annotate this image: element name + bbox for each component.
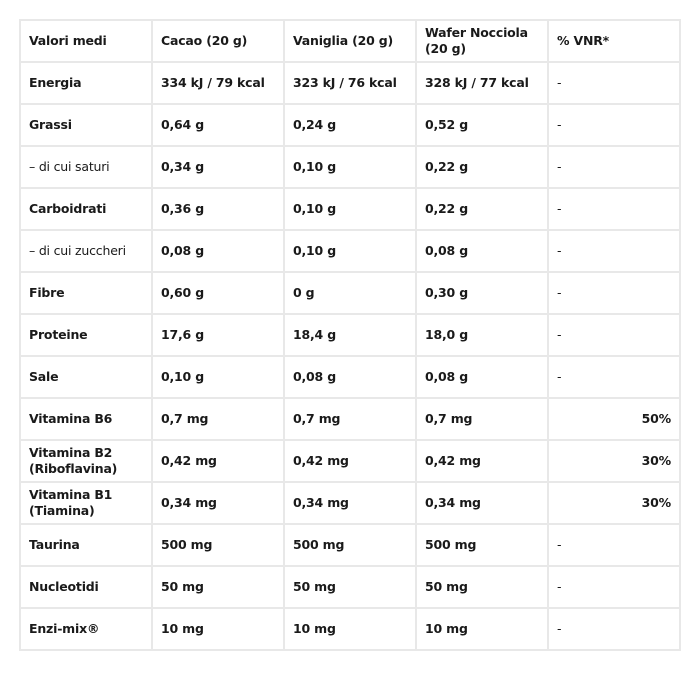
table-row (20, 272, 680, 314)
cell-vnr: - (548, 524, 680, 566)
row-label: Energia (20, 62, 152, 104)
cell-vaniglia: 0 g (284, 272, 416, 314)
table-row (20, 104, 680, 146)
cell-cacao: 0,36 g (152, 188, 284, 230)
table-row (20, 188, 680, 230)
cell-vnr: 50% (548, 398, 680, 440)
cell-vaniglia: 0,42 mg (284, 440, 416, 482)
cell-vaniglia: 0,10 g (284, 146, 416, 188)
cell-wafer: 0,08 g (416, 356, 548, 398)
row-label: Enzi-mix® (20, 608, 152, 650)
row-label: Carboidrati (20, 188, 152, 230)
cell-cacao: 10 mg (152, 608, 284, 650)
row-label: Sale (20, 356, 152, 398)
cell-wafer: 0,7 mg (416, 398, 548, 440)
table-row (20, 440, 680, 482)
cell-vaniglia: 0,10 g (284, 230, 416, 272)
cell-cacao: 0,08 g (152, 230, 284, 272)
cell-wafer: 0,34 mg (416, 482, 548, 524)
cell-vaniglia: 500 mg (284, 524, 416, 566)
cell-vnr: 30% (548, 482, 680, 524)
nutrition-table (19, 19, 681, 651)
row-label: Vitamina B6 (20, 398, 152, 440)
cell-cacao: 500 mg (152, 524, 284, 566)
cell-vnr: - (548, 146, 680, 188)
table-row (20, 230, 680, 272)
cell-wafer: 328 kJ / 77 kcal (416, 62, 548, 104)
header-cell-nutrient: Valori medi (20, 20, 152, 62)
table-row (20, 356, 680, 398)
cell-vnr: - (548, 188, 680, 230)
cell-wafer: 0,08 g (416, 230, 548, 272)
cell-vaniglia: 18,4 g (284, 314, 416, 356)
cell-vnr: - (548, 356, 680, 398)
cell-wafer: 50 mg (416, 566, 548, 608)
table-row (20, 314, 680, 356)
cell-vaniglia: 0,08 g (284, 356, 416, 398)
table-row (20, 566, 680, 608)
cell-vaniglia: 0,24 g (284, 104, 416, 146)
cell-cacao: 0,10 g (152, 356, 284, 398)
cell-cacao: 0,60 g (152, 272, 284, 314)
row-label: Taurina (20, 524, 152, 566)
cell-vnr: - (548, 272, 680, 314)
table-row (20, 608, 680, 650)
cell-wafer: 0,30 g (416, 272, 548, 314)
header-cell-wafer: Wafer Nocciola (20 g) (416, 20, 548, 62)
table-header-row (20, 20, 680, 62)
cell-vnr: - (548, 230, 680, 272)
row-label: – di cui saturi (20, 146, 152, 188)
cell-vaniglia: 0,10 g (284, 188, 416, 230)
cell-vaniglia: 0,34 mg (284, 482, 416, 524)
cell-wafer: 0,22 g (416, 188, 548, 230)
cell-cacao: 50 mg (152, 566, 284, 608)
cell-wafer: 18,0 g (416, 314, 548, 356)
cell-cacao: 334 kJ / 79 kcal (152, 62, 284, 104)
header-cell-vnr: % VNR* (548, 20, 680, 62)
table-row (20, 146, 680, 188)
cell-vnr: - (548, 104, 680, 146)
cell-wafer: 0,42 mg (416, 440, 548, 482)
table-row (20, 482, 680, 524)
row-label: Fibre (20, 272, 152, 314)
table-row (20, 62, 680, 104)
cell-cacao: 17,6 g (152, 314, 284, 356)
row-label: Vitamina B1 (Tiamina) (20, 482, 152, 524)
row-label: Vitamina B2 (Riboflavina) (20, 440, 152, 482)
cell-cacao: 0,42 mg (152, 440, 284, 482)
row-label: Proteine (20, 314, 152, 356)
cell-vnr: - (548, 566, 680, 608)
table-row (20, 524, 680, 566)
row-label: – di cui zuccheri (20, 230, 152, 272)
header-cell-cacao: Cacao (20 g) (152, 20, 284, 62)
cell-vnr: 30% (548, 440, 680, 482)
cell-wafer: 0,52 g (416, 104, 548, 146)
cell-vaniglia: 10 mg (284, 608, 416, 650)
cell-wafer: 0,22 g (416, 146, 548, 188)
cell-vaniglia: 323 kJ / 76 kcal (284, 62, 416, 104)
row-label: Nucleotidi (20, 566, 152, 608)
header-cell-vaniglia: Vaniglia (20 g) (284, 20, 416, 62)
cell-cacao: 0,34 g (152, 146, 284, 188)
cell-cacao: 0,64 g (152, 104, 284, 146)
cell-vnr: - (548, 314, 680, 356)
cell-vaniglia: 50 mg (284, 566, 416, 608)
cell-cacao: 0,7 mg (152, 398, 284, 440)
cell-wafer: 500 mg (416, 524, 548, 566)
cell-vaniglia: 0,7 mg (284, 398, 416, 440)
cell-vnr: - (548, 62, 680, 104)
cell-vnr: - (548, 608, 680, 650)
cell-wafer: 10 mg (416, 608, 548, 650)
row-label: Grassi (20, 104, 152, 146)
cell-cacao: 0,34 mg (152, 482, 284, 524)
table-row (20, 398, 680, 440)
